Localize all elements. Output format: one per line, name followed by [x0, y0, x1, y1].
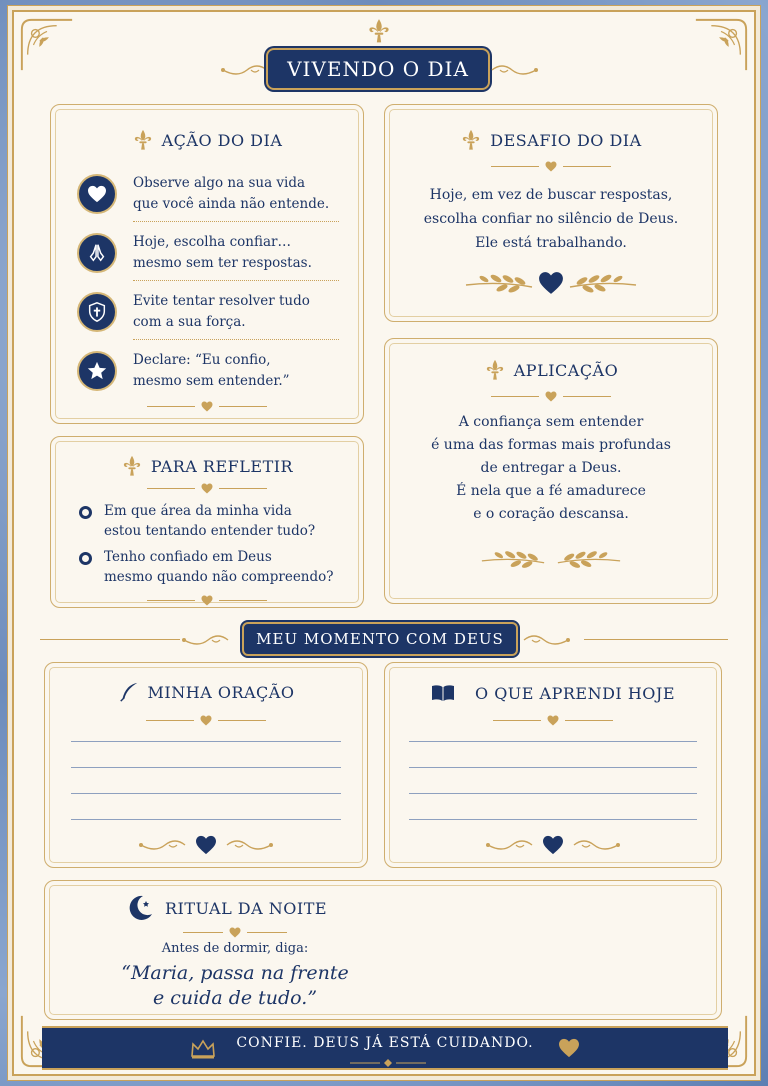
acao-title-row [51, 129, 363, 151]
scroll-left-icon [484, 837, 534, 853]
ritual-quote [105, 961, 365, 1011]
laurel-right-icon [556, 549, 622, 569]
heart-icon [77, 174, 117, 214]
writing-line[interactable] [409, 793, 697, 794]
ritual-title-row [125, 893, 327, 923]
o-que-aprendi-panel [384, 662, 722, 868]
writing-line[interactable] [409, 741, 697, 742]
gold-heart-icon [200, 715, 212, 726]
desafio-title-row [385, 129, 717, 151]
aplicacao-title: APLICAÇÃO [513, 360, 619, 380]
aplicacao-line: A confiança sem entender [458, 414, 644, 430]
navy-heart-icon [195, 835, 217, 855]
ritual-title: RITUAL DA NOITE [165, 898, 328, 918]
praying-hands-icon [77, 233, 117, 273]
panel-divider [147, 595, 267, 606]
gold-heart-icon [547, 715, 559, 726]
writing-line[interactable] [409, 819, 697, 820]
quill-icon [118, 681, 140, 703]
question-line1: Em que área da minha vida [104, 503, 292, 519]
oracao-ornament [45, 835, 367, 855]
desafio-line: Ele está trabalhando. [475, 235, 627, 251]
gold-heart-icon [545, 391, 557, 402]
page-frame [12, 10, 756, 1076]
refletir-question [79, 547, 334, 587]
panel-divider [493, 715, 613, 726]
header-title: VIVENDO O DIA [266, 48, 490, 90]
gold-heart-icon [201, 595, 213, 606]
writing-line[interactable] [71, 767, 341, 768]
question-line1: Tenho confiado em Deus [104, 549, 272, 565]
laurel-left-icon [480, 549, 546, 569]
aplicacao-line: de entregar a Deus. [480, 460, 622, 476]
panel-divider [183, 927, 287, 938]
desafio-do-dia-panel [384, 104, 718, 322]
footer-banner [42, 1026, 728, 1070]
acao-do-dia-panel [50, 104, 364, 424]
aplicacao-line: É nela que a fé amadurece [456, 483, 646, 499]
gold-heart-icon [201, 483, 213, 494]
desafio-text [385, 183, 717, 255]
footer-text: CONFIE. DEUS JÁ ESTÁ CUIDANDO. [236, 1035, 534, 1051]
acao-item [77, 173, 339, 215]
writing-line[interactable] [71, 741, 341, 742]
bullet-ring-icon [79, 552, 92, 565]
writing-line[interactable] [71, 793, 341, 794]
desafio-ornament [385, 271, 717, 295]
aprendi-title-row [385, 683, 721, 703]
book-icon [431, 683, 455, 703]
panel-divider [147, 483, 267, 494]
corner-ornament-top-left [18, 16, 76, 74]
writing-line[interactable] [71, 819, 341, 820]
bullet-ring-icon [79, 506, 92, 519]
aplicacao-line: e o coração descansa. [473, 506, 629, 522]
navy-heart-icon [538, 271, 564, 295]
header-scroll-right-icon [490, 62, 540, 78]
section-line-left [40, 639, 180, 640]
desafio-title: DESAFIO DO DIA [490, 130, 642, 150]
ritual-quote-line1: “Maria, passa na frente [121, 962, 349, 984]
header-scroll-left-icon [219, 62, 269, 78]
oracao-title: MINHA ORAÇÃO [147, 682, 295, 702]
fleur-icon [484, 359, 506, 381]
panel-divider [491, 391, 611, 402]
acao-item [77, 232, 339, 274]
acao-title: AÇÃO DO DIA [161, 130, 283, 150]
panel-divider [146, 715, 266, 726]
oracao-title-row [45, 681, 367, 703]
section-line-right [584, 639, 728, 640]
momento-scroll-left-icon [180, 632, 230, 648]
dotted-separator [133, 221, 339, 222]
ritual-da-noite-panel [44, 880, 722, 1020]
momento-scroll-right-icon [522, 632, 572, 648]
fleur-icon [132, 129, 154, 151]
aprendi-ornament [385, 835, 721, 855]
cross-shield-icon [77, 292, 117, 332]
dotted-separator [133, 339, 339, 340]
gold-heart-icon [201, 401, 213, 412]
corner-ornament-top-right [692, 16, 750, 74]
dotted-separator [133, 280, 339, 281]
aplicacao-ornament [385, 549, 717, 569]
desafio-line: Hoje, em vez de buscar respostas, [429, 187, 673, 203]
aplicacao-title-row [385, 359, 717, 381]
laurel-right-icon [568, 273, 638, 293]
navy-heart-icon [542, 835, 564, 855]
fleur-icon [121, 455, 143, 477]
acao-item-line1: Evite tentar resolver tudo [133, 293, 310, 309]
aprendi-title: O QUE APRENDI HOJE [474, 683, 675, 703]
gold-heart-icon [229, 927, 241, 938]
question-line2: estou tentando entender tudo? [104, 523, 316, 539]
moon-star-icon [125, 893, 155, 923]
fleur-icon [460, 129, 482, 151]
acao-item-line2: que você ainda não entende. [133, 196, 330, 212]
acao-item-line2: com a sua força. [133, 314, 246, 330]
footer-heart-icon [558, 1038, 580, 1058]
scroll-right-icon [225, 837, 275, 853]
desafio-line: escolha confiar no silêncio de Deus. [423, 211, 679, 227]
aplicacao-line: é uma das formas mais profundas [431, 437, 671, 453]
footer-flourish-icon [348, 1058, 428, 1068]
acao-item-line1: Observe algo na sua vida [133, 175, 306, 191]
panel-divider [491, 161, 611, 172]
acao-item [77, 350, 339, 392]
acao-item-line1: Declare: “Eu confio, [133, 352, 271, 368]
panel-divider [147, 401, 267, 412]
laurel-left-icon [464, 273, 534, 293]
top-fleur-icon [366, 18, 392, 44]
acao-item-line1: Hoje, escolha confiar… [133, 234, 292, 250]
gold-heart-icon [545, 161, 557, 172]
scroll-right-icon [572, 837, 622, 853]
ritual-quote-line2: e cuida de tudo.” [152, 987, 318, 1009]
ritual-intro: Antes de dormir, diga: [161, 941, 309, 956]
acao-item-line2: mesmo sem entender.” [133, 373, 290, 389]
momento-title: MEU MOMENTO COM DEUS [242, 622, 518, 656]
writing-line[interactable] [409, 767, 697, 768]
aplicacao-text [385, 411, 717, 526]
refletir-title: PARA REFLETIR [150, 456, 294, 476]
acao-item [77, 291, 339, 333]
question-line2: mesmo quando não compreendo? [104, 569, 334, 585]
refletir-title-row [51, 455, 363, 477]
para-refletir-panel [50, 436, 364, 608]
refletir-question [79, 501, 315, 541]
star-icon [77, 351, 117, 391]
acao-item-line2: mesmo sem ter respostas. [133, 255, 312, 271]
scroll-left-icon [137, 837, 187, 853]
aplicacao-panel [384, 338, 718, 604]
minha-oracao-panel [44, 662, 368, 868]
